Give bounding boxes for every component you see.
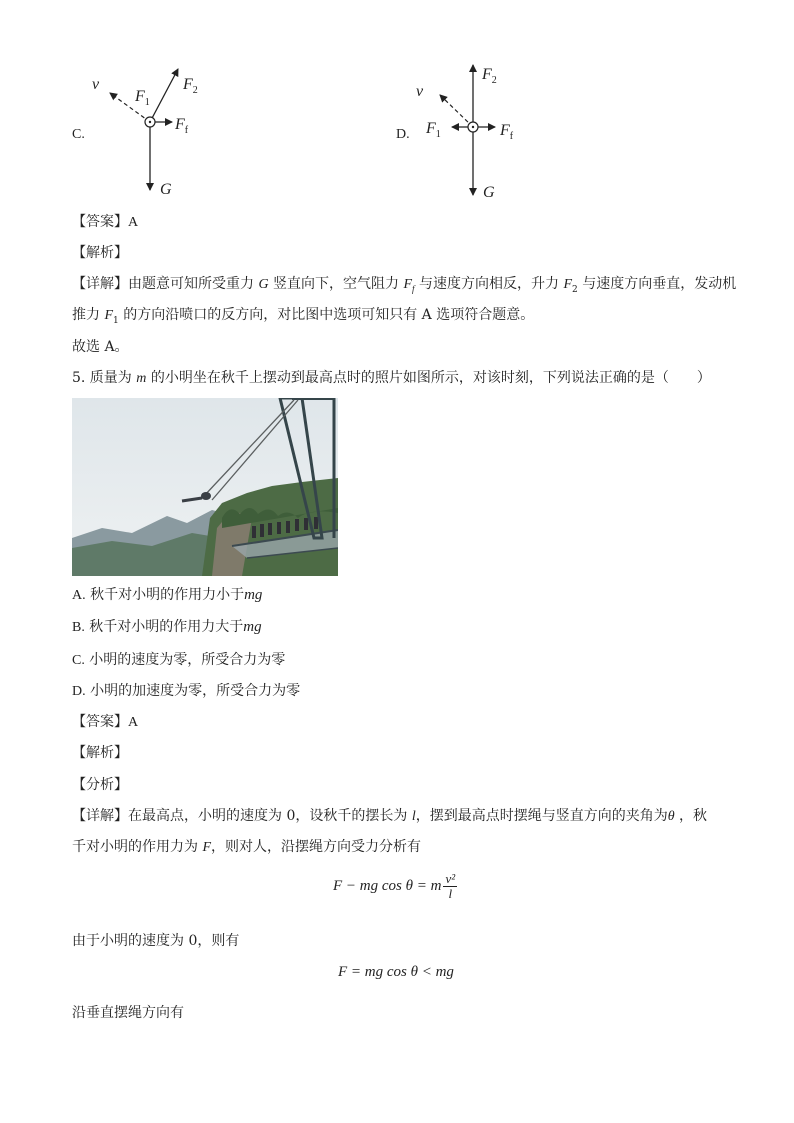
f1-label-c: $F_1$	[135, 88, 150, 108]
option-b: B. 秋千对小明的作用力大于mg	[72, 619, 262, 635]
option-d: D. 小明的加速度为零，所受合力为零	[72, 683, 301, 699]
q5-analysis-tag: 【解析】	[72, 745, 128, 761]
q4-answer: 【答案】A	[72, 214, 139, 230]
q5-stem: 5. 质量为 m 的小明坐在秋千上摆动到最高点时的照片如图所示，对该时刻，下列说法正确的是（ ）	[72, 370, 711, 386]
q5-answer: 【答案】A	[72, 714, 139, 730]
option-d-label: D.	[396, 127, 410, 142]
q5-line-after-eq2: 沿垂直摆绳方向有	[72, 1005, 184, 1021]
equation-radial: F − mg cos θ = m v² l	[333, 871, 456, 901]
f2-label-d: $F_2$	[482, 66, 497, 86]
q5-detail-line2: 千对小明的作用力为 F，则对人，沿摆绳方向受力分析有	[72, 839, 422, 855]
q5-detail-line1: 【详解】在最高点，小明的速度为 0，设秋千的摆长为 l，摆到最高点时摆绳与竖直方向的夹角为θ ，秋	[72, 808, 708, 824]
q4-analysis-tag: 【解析】	[72, 245, 128, 261]
option-c: C. 小明的速度为零，所受合力为零	[72, 652, 286, 668]
lift-arrow-c	[150, 69, 178, 122]
v-label-c: v	[92, 76, 100, 93]
velocity-arrow-d	[440, 95, 473, 127]
force-diagram-d	[410, 55, 550, 205]
q4-conclusion: 故选 A。	[72, 339, 129, 355]
g-label-d: G	[483, 184, 495, 201]
q5-line-after-eq1: 由于小明的速度为 0，则有	[72, 933, 240, 949]
q4-detail-line1: 【详解】由题意可知所受重力 G 竖直向下，空气阻力 $F_f$ 与速度方向相反，升力 $F_2$ 与速度方向垂直，发动机	[72, 276, 737, 295]
q5-fenxi-tag: 【分析】	[72, 777, 128, 793]
ff-label-d: $F_f$	[500, 122, 514, 142]
q4-detail-line2: 推力 $F_1$ 的方向沿喷口的反方向，对比图中选项可知只有 A 选项符合题意。	[72, 307, 535, 326]
f1-label-d: $F_1$	[426, 120, 441, 140]
g-label-c: G	[160, 181, 172, 198]
ff-label-c: $F_f$	[175, 116, 189, 136]
f2-label-c: $F_2$	[183, 76, 198, 96]
option-a: A. 秋千对小明的作用力小于mg	[72, 587, 263, 603]
option-c-label: C.	[72, 127, 85, 142]
force-diagram-c	[80, 55, 220, 205]
equation-force: F = mg cos θ < mg	[338, 964, 454, 980]
swing-photo	[72, 398, 338, 576]
answer-tag: 【答案】	[72, 214, 128, 230]
v-label-d: v	[416, 83, 424, 100]
